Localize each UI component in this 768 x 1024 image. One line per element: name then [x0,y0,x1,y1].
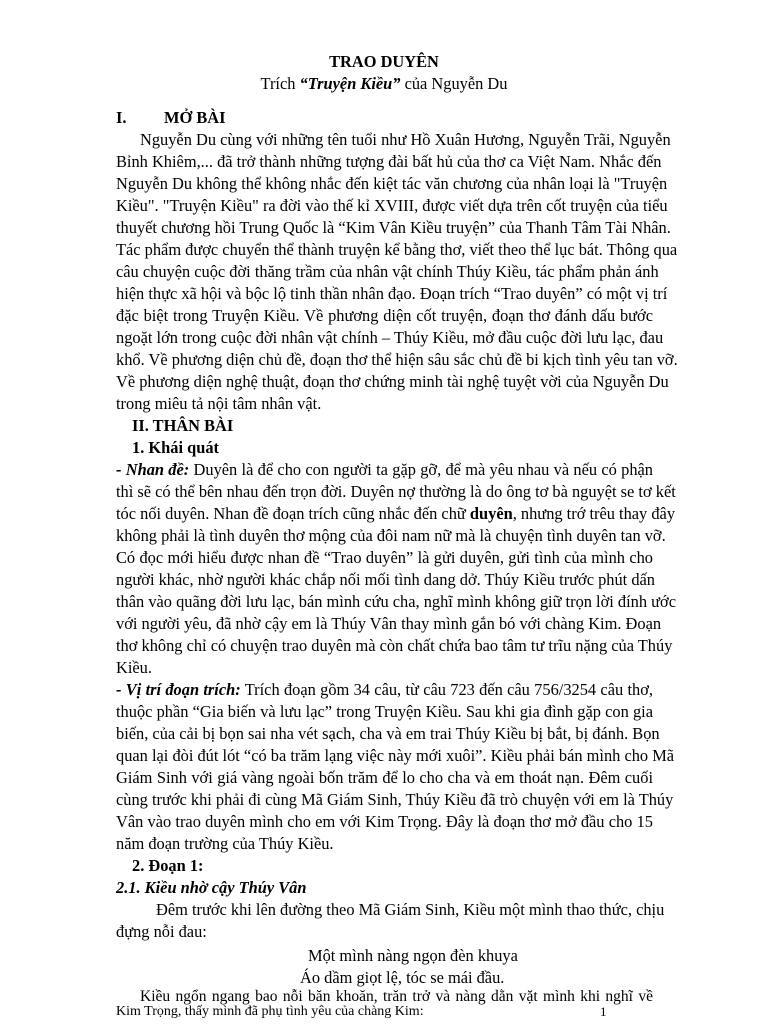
paragraph-line: quan lại đòi đút lót “có ba trăm lạng việc này mới xuôi”. Kiều phải bán mình cho Mã [116,746,675,765]
nhande-l3-rest: , nhưng trớ trêu thay đây [512,504,676,523]
paragraph-line: câu chuyện cuộc đời thăng trầm của nhân vật chính Thúy Kiều, tác phẩm phản ánh [116,262,659,281]
page-number: 1 [600,1004,607,1019]
paragraph-line: Nguyễn Du không thể không nhắc đến kiệt tác văn chương của nhân loại là "Truyện [116,174,668,193]
paragraph-line: năm đoạn trường của Thúy Kiều. [116,834,334,853]
paragraph-line: thơ không chỉ có chuyện trao duyên mà còn chất chứa bao tâm tư trĩu nặng của Thúy [116,636,673,655]
paragraph-line: Có đọc mới hiểu được nhan đề “Trao duyên” là gửi duyên, gửi tình của mình cho [116,548,653,567]
paragraph-line: Bỉnh Khiêm,... đã trở thành những tượng đài bất hủ của thơ ca Việt Nam. Nhắc đến [116,152,662,171]
paragraph-line: đựng nỗi đau: [116,922,207,941]
paragraph-line: với người yêu, đã nhờ cậy em là Thúy Vân thay mình gắn bó với chàng Kim. Đoạn [116,614,662,633]
paragraph-line: biến, của cải bị bọn sai nha vét sạch, cha và em trai Thúy Kiều bị bắt, bị đánh. Bọn [116,724,660,743]
paragraph-line: người khác, nhờ người khác chắp nối mối tình dang dở. Thúy Kiều trước phút dấn [116,570,656,589]
paragraph-line: Kim Trọng, thấy mình đã phụ tình yêu của chàng Kim: [116,1004,424,1019]
paragraph-line: Về phương diện nghệ thuật, đoạn thơ chứng minh tài nghệ tuyệt vời của Nguyễn Du [116,372,669,391]
paragraph-line: thuộc phần “Gia biến và lưu lạc” trong Truyện Kiều. Sau khi gia đình gặp con gia [116,702,653,721]
paragraph-line: thì sẽ có thể bên nhau đến trọn đời. Duyên nợ thường là do ông tơ bà nguyệt se tơ kết [116,482,676,501]
vitri-label: - Vị trí đoạn trích: [116,680,241,699]
subtitle-suffix: của Nguyễn Du [400,74,508,93]
paragraph-line: hiện thực xã hội và bộc lộ tinh thần nhân đạo. Đoạn trích “Trao duyên” có một vị trí [116,284,668,303]
paragraph-line: trong miêu tả nội tâm nhân vật. [116,394,322,413]
nhande-l3: tóc nối duyên. Nhan đề đoạn trích cũng nhắc đến chữ [116,504,470,523]
paragraph-line: Kiều ngổn ngang bao nỗi băn khoăn, trăn trở và nàng dằn vặt mình khi nghĩ về [140,988,653,1005]
nhande-line-first [116,460,653,480]
paragraph-line: thân vào quãng đời lưu lạc, bán mình cứu cha, nghĩ mình không giữ trọn lời đính ước [116,592,676,611]
section2-heading: II. THÂN BÀI [132,416,234,435]
paragraph-line: thuyết chương hồi Trung Quốc là “Kim Vân Kiều truyện” của Thanh Tâm Tài Nhân. [116,218,671,237]
paragraph-line: không phải là tình duyên thơ mộng của đôi nam nữ mà là chuyện tình duyên tan vỡ. [116,526,666,545]
paragraph-line: Kiều". "Truyện Kiều" ra đời vào thế kỉ XVIII, được viết dựa trên cốt truyện của tiểu [116,196,668,215]
section1-heading: MỞ BÀI [164,108,226,127]
vitri-first-rest: Trích đoạn gồm 34 câu, từ câu 723 đến câu 756/3254 câu thơ, [240,680,653,699]
vitri-line-first [116,680,653,700]
subheading-section-1: 2. Đoạn 1: [132,856,204,875]
paragraph-line: Tác phẩm được chuyển thể thành truyện kể bằng thơ, viết theo thể lục bát. Thông qua [116,240,678,259]
subheading-overview: 1. Khái quát [132,438,219,457]
verse-line: Áo dầm giọt lệ, tóc se mái đầu. [300,968,505,987]
paragraph-line: ngoặt lớn trong cuộc đời nhân vật chính – Thúy Kiều, mở đầu cuộc đời lưu lạc, đau [116,328,664,347]
doc-title: TRAO DUYÊN [329,52,439,71]
paragraph-line: Nguyễn Du cùng với những tên tuổi như Hồ Xuân Hương, Nguyễn Trãi, Nguyễn [140,130,671,149]
paragraph-line: đặc biệt trong Truyện Kiều. Về phương diện cốt truyện, đoạn thơ đánh dấu bước [116,306,653,325]
subtitle-prefix: Trích [260,74,300,93]
section1-number: I. [116,108,127,127]
nhande-l3-bold: duyên [469,504,513,523]
nhande-label: - Nhan đề: [116,460,190,479]
nhande-first-rest: Duyên là để cho con người ta gặp gỡ, để mà yêu nhau và nếu có phận [189,460,653,479]
doc-subtitle [0,74,768,94]
paragraph-line: khổ. Về phương diện chủ đề, đoạn thơ thể hiện sâu sắc chủ đề bi kịch tình yêu tan vỡ. [116,350,678,369]
paragraph-line: Vân vào trao duyên mình cho em với Kim Trọng. Đây là đoạn thơ mở đầu cho 15 [116,812,653,831]
verse-line: Một mình nàng ngọn đèn khuya [308,946,518,965]
paragraph-line: Kiều. [116,658,152,677]
paragraph-line: cùng trước khi phải đi cùng Mã Giám Sinh, Thúy Kiều đã trò chuyện với em là Thúy [116,790,674,809]
paragraph-line: Giám Sinh với giá vàng ngoài bốn trăm để lo cho cha và em thoát nạn. Đêm cuối [116,768,653,787]
nhande-line-duyen [116,504,676,524]
subtitle-work: “Truyện Kiều” [299,74,401,93]
subheading-kieu-relies: 2.1. Kiều nhờ cậy Thúy Vân [116,878,307,897]
paragraph-line: Đêm trước khi lên đường theo Mã Giám Sinh, Kiều một mình thao thức, chịu [156,900,665,919]
